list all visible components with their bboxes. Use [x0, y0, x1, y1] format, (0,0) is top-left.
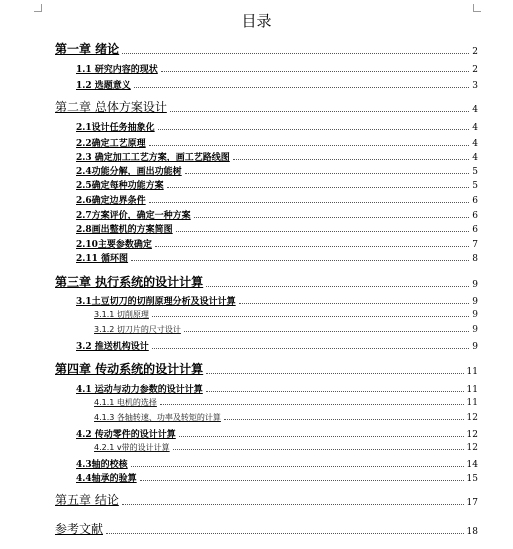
toc-entry-label: 第二章 总体方案设计 — [55, 100, 167, 114]
toc-dot-leader — [160, 404, 464, 405]
toc-entry-section[interactable] — [76, 471, 478, 484]
toc-page-number: 4 — [472, 153, 478, 163]
toc-page-number: 6 — [472, 211, 478, 221]
toc-dot-leader — [239, 303, 470, 304]
toc-dot-leader — [140, 480, 464, 481]
toc-entry-section[interactable] — [76, 339, 478, 352]
toc-entry-subsection[interactable] — [94, 442, 478, 453]
toc-page-number: 15 — [466, 474, 478, 484]
toc-entry-label: 第三章 执行系统的设计计算 — [55, 275, 204, 289]
toc-page-number: 5 — [472, 167, 478, 177]
toc-title: 目录 — [241, 12, 272, 30]
toc-dot-leader — [233, 159, 469, 160]
toc-dot-leader — [161, 71, 469, 72]
toc-page-number: 9 — [472, 325, 478, 335]
toc-page-number: 11 — [466, 398, 478, 408]
toc-page-number: 14 — [466, 460, 478, 470]
toc-entry-section[interactable] — [76, 78, 478, 91]
toc-dot-leader — [185, 173, 470, 174]
toc-entry-label: 4.4轴承的验算 — [76, 474, 137, 484]
toc-dot-leader — [131, 260, 469, 261]
toc-dot-leader — [206, 373, 463, 374]
toc-page-number: 18 — [466, 527, 478, 537]
toc-entry-section[interactable] — [76, 178, 478, 191]
toc-entry-section[interactable] — [76, 382, 478, 395]
toc-page-number: 9 — [472, 310, 478, 320]
toc-entry-section[interactable] — [76, 427, 478, 440]
toc-entry-label: 3.1.1 切削原理 — [94, 310, 149, 319]
toc-entry-label: 2.10主要参数确定 — [76, 240, 152, 250]
toc-entry-chapter[interactable] — [55, 360, 478, 377]
toc-entry-section[interactable] — [76, 294, 478, 307]
toc-dot-leader — [206, 391, 464, 392]
toc-page-number: 2 — [472, 47, 478, 57]
toc-entry-label: 4.1 运动与动力参数的设计计算 — [76, 385, 203, 395]
toc-page-number: 5 — [472, 181, 478, 191]
toc-entry-section[interactable] — [76, 251, 478, 264]
toc-entry-section[interactable] — [76, 136, 478, 149]
toc-entry-section[interactable] — [76, 222, 478, 235]
toc-entry-section[interactable] — [76, 164, 478, 177]
toc-entry-label: 3.1.2 切刀片的尺寸设计 — [94, 325, 181, 334]
toc-entry-label: 第五章 结论 — [55, 493, 119, 507]
toc-entry-subsection[interactable] — [94, 309, 478, 320]
toc-dot-leader — [152, 316, 469, 317]
toc-entry-label: 4.1.3 各轴转速、功率及转矩的计算 — [94, 413, 221, 422]
toc-entry-chapter[interactable] — [55, 520, 478, 537]
toc-entry-label: 2.5确定每种功能方案 — [76, 181, 164, 191]
toc-entry-chapter[interactable] — [55, 273, 478, 290]
toc-entry-subsection[interactable] — [94, 397, 478, 408]
toc-entry-label: 第四章 传动系统的设计计算 — [55, 362, 204, 376]
toc-page-number: 2 — [472, 65, 478, 75]
toc-entry-label: 2.11 循环图 — [76, 254, 129, 264]
toc-dot-leader — [173, 449, 464, 450]
toc-dot-leader — [122, 53, 469, 54]
toc-entry-label: 2.8画出整机的方案简图 — [76, 225, 173, 235]
toc-page-number: 7 — [472, 240, 478, 250]
toc-entry-section[interactable] — [76, 150, 478, 163]
toc-page-number: 12 — [466, 443, 478, 453]
toc-page-number: 12 — [466, 413, 478, 423]
toc-dot-leader — [149, 202, 470, 203]
toc-dot-leader — [206, 286, 469, 287]
toc-dot-leader — [170, 111, 469, 112]
toc-entry-section[interactable] — [76, 208, 478, 221]
toc-dot-leader — [155, 246, 469, 247]
toc-dot-leader — [224, 419, 464, 420]
toc-dot-leader — [158, 129, 470, 130]
toc-entry-label: 2.4功能分解，画出功能树 — [76, 167, 182, 177]
toc-page-number: 4 — [472, 123, 478, 133]
toc-page-number: 3 — [472, 81, 478, 91]
toc-dot-leader — [167, 187, 470, 188]
toc-page-number: 11 — [466, 385, 478, 395]
toc-page-number: 8 — [472, 254, 478, 264]
toc-entry-section[interactable] — [76, 193, 478, 206]
toc-entry-label: 1.2 选题意义 — [76, 81, 131, 91]
toc-entry-chapter[interactable] — [55, 98, 478, 115]
toc-entry-subsection[interactable] — [94, 412, 478, 423]
toc-page-number: 4 — [472, 139, 478, 149]
toc-page-number: 9 — [472, 342, 478, 352]
toc-page-number: 9 — [472, 297, 478, 307]
toc-dot-leader — [131, 466, 464, 467]
toc-entry-label: 2.1设计任务抽象化 — [76, 123, 155, 133]
toc-entry-label: 2.6确定边界条件 — [76, 196, 146, 206]
toc-page-number: 17 — [466, 498, 478, 508]
toc-entry-section[interactable] — [76, 120, 478, 133]
toc-entry-label: 第一章 绪论 — [55, 42, 120, 56]
toc-entry-label: 4.3轴的校核 — [76, 460, 128, 470]
toc-entry-subsection[interactable] — [94, 324, 478, 335]
toc-entry-label: 4.2 传动零件的设计计算 — [76, 430, 176, 440]
toc-page-number: 9 — [472, 280, 478, 290]
toc-entry-chapter[interactable] — [55, 40, 478, 57]
toc-dot-leader — [176, 231, 470, 232]
toc-page-number: 6 — [472, 225, 478, 235]
toc-dot-leader — [194, 217, 470, 218]
toc-entry-label: 4.2.1 v带的设计计算 — [94, 443, 170, 452]
toc-page-number: 12 — [466, 430, 478, 440]
toc-page-number: 4 — [472, 105, 478, 115]
toc-entry-label: 2.2确定工艺原理 — [76, 139, 146, 149]
toc-dot-leader — [184, 331, 469, 332]
toc-entry-label: 参考文献 — [55, 522, 104, 536]
toc-entry-section[interactable] — [76, 62, 478, 75]
toc-dot-leader — [122, 504, 464, 505]
toc-entry-section[interactable] — [76, 457, 478, 470]
toc-entry-section[interactable] — [76, 237, 478, 250]
toc-dot-leader — [106, 533, 464, 534]
toc-entry-label: 3.2 推送机构设计 — [76, 342, 149, 352]
toc-dot-leader — [179, 436, 464, 437]
toc-entry-label: 2.7方案评价，确定一种方案 — [76, 211, 191, 221]
toc-entry-label: 2.3 确定加工工艺方案，画工艺路线图 — [76, 153, 230, 163]
toc-dot-leader — [134, 87, 469, 88]
toc-entry-chapter[interactable] — [55, 491, 478, 508]
toc-entry-label: 4.1.1 电机的选择 — [94, 398, 157, 407]
toc-page-number: 6 — [472, 196, 478, 206]
toc-page-number: 11 — [466, 367, 478, 377]
toc-dot-leader — [149, 145, 470, 146]
toc-entry-label: 3.1土豆切刀的切削原理分析及设计计算 — [76, 297, 236, 307]
toc-dot-leader — [152, 348, 469, 349]
toc-entry-label: 1.1 研究内容的现状 — [76, 65, 158, 75]
